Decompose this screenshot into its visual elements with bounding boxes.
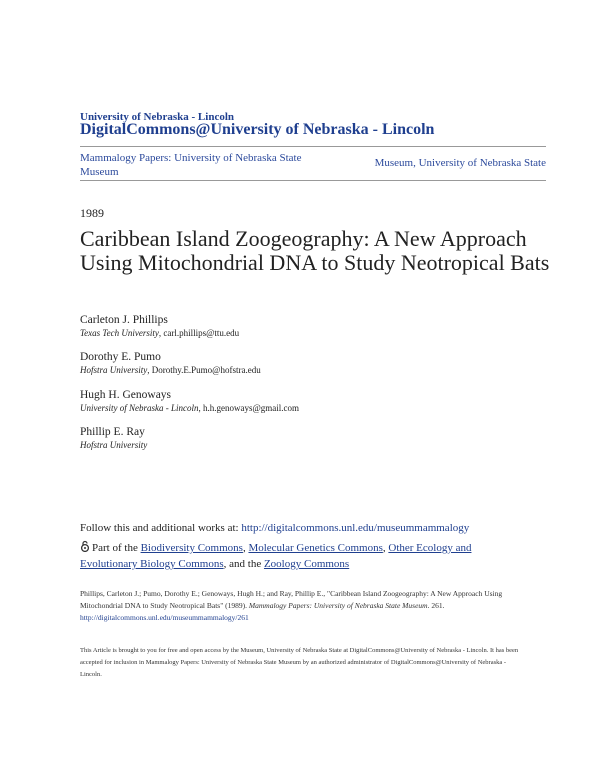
author-institution: Hofstra University [80,365,148,375]
citation-number: . 261. [427,601,445,610]
museum-link[interactable]: Museum, University of Nebraska State [374,157,546,169]
biodiversity-commons-link[interactable]: Biodiversity Commons [140,542,243,554]
citation-text: Phillips, Carleton J.; Pumo, Dorothy E.; Genoways, Hugh H.; and Ray, Phillip E., "Caribbean Island Zoogeography: A New Approach Using Mitochondrial DNA to Study Neotropical Bats" (1989). [80,589,503,610]
publication-year: 1989 [80,206,104,220]
author-institution: Hofstra University [80,440,148,450]
author-name: Dorothy E. Pumo [80,351,161,363]
citation-series: Mammalogy Papers: University of Nebraska State Museum [248,601,428,610]
author-affiliation [80,440,147,450]
institution-link[interactable]: University of Nebraska - Lincoln [80,111,234,123]
molecular-genetics-commons-link[interactable]: Molecular Genetics Commons [248,542,383,554]
separator: , and the [223,558,264,570]
access-notice: This Article is brought to you for free and open access by the Museum, University of Nebraska State at DigitalCommons@University of Nebraska - Lincoln. It has been accepted for inclusion in Mammalogy Papers: University of Nebraska State Museum by an authorized administrator of DigitalCommons@University of Nebraska - Lincoln. [80,647,519,678]
author-email: , h.h.genoways@gmail.com [198,403,300,413]
article-title: Caribbean Island Zoogeography: A New Approach Using Mitochondrial DNA to Study Neotropical Bats [80,226,550,275]
ecology-evolutionary-biology-commons-link[interactable]: Other Ecology and Evolutionary Biology Commons [80,542,472,570]
author-institution: Texas Tech University [80,328,159,338]
follow-text: Follow this and additional works at: [80,522,242,534]
separator: , [382,542,389,554]
open-access-icon [80,540,90,552]
part-of-line [80,540,500,572]
follow-url-link[interactable]: http://digitalcommons.unl.edu/museummammalogy [241,522,470,534]
recommended-citation [80,588,520,624]
author-email: , carl.phillips@ttu.edu [158,328,240,338]
author-affiliation [80,328,239,338]
author-affiliation [80,403,299,413]
zoology-commons-link[interactable]: Zoology Commons [263,558,350,570]
author-name: Carleton J. Phillips [80,314,168,326]
author-affiliation [80,365,261,375]
header-top-rule [80,146,546,147]
repository-link[interactable]: DigitalCommons@University of Nebraska - Lincoln [80,121,435,138]
header-bottom-rule [80,180,546,181]
follow-line [80,522,469,534]
author-name: Phillip E. Ray [80,426,145,438]
citation-url-link[interactable]: http://digitalcommons.unl.edu/museummammalogy/261 [80,613,249,622]
part-of-prefix: Part of the [92,542,141,554]
author-institution: University of Nebraska - Lincoln [80,403,199,413]
author-email: , Dorothy.E.Pumo@hofstra.edu [147,365,261,375]
separator: , [242,542,249,554]
collection-link[interactable]: Mammalogy Papers: University of Nebraska State Museum [80,152,302,178]
author-name: Hugh H. Genoways [80,389,172,401]
